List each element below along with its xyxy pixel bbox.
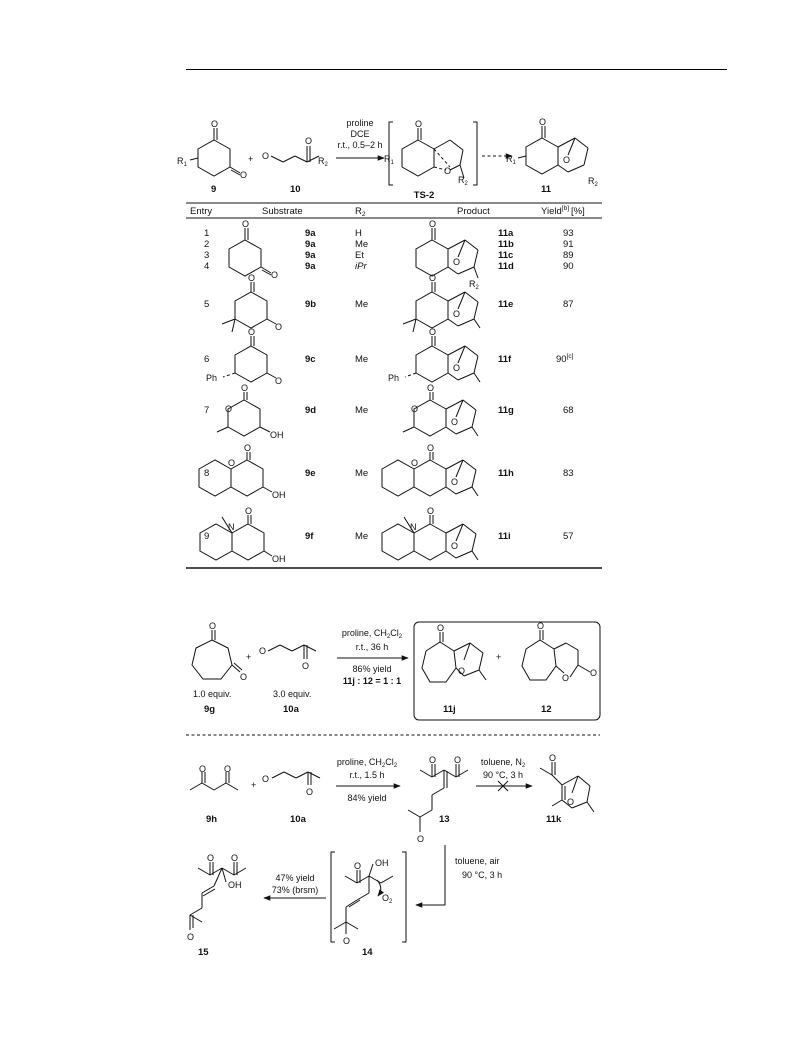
reagent-line-3: 84% yield <box>347 793 387 803</box>
reagent-line-3: 86% yield <box>352 664 392 674</box>
structure-9c <box>206 327 282 386</box>
yield-value: 90 <box>563 261 574 272</box>
yield-line-1: 47% yield <box>275 873 315 883</box>
product-label: 11e <box>498 299 514 310</box>
atom-o: O <box>187 932 195 942</box>
atom-o: O <box>411 458 419 468</box>
reagent-line-2: r.t., 36 h <box>355 642 389 652</box>
atom-o: O <box>302 661 310 671</box>
compound-label-9h: 9h <box>206 814 218 825</box>
atom-n: N <box>228 522 235 532</box>
atom-oh: OH <box>375 858 389 868</box>
plus-sign: + <box>496 652 502 662</box>
structure-9d <box>217 383 284 440</box>
yield-value: 93 <box>563 228 574 239</box>
structure-10 <box>262 136 329 168</box>
product-label: 11b <box>498 239 514 250</box>
atom-o: O <box>454 755 462 765</box>
reagent-line-3: r.t., 0.5–2 h <box>337 140 383 150</box>
entry-number: 7 <box>204 405 210 416</box>
atom-oh: OH <box>272 554 286 564</box>
atom-o: O <box>248 327 256 337</box>
table-header-substrate: Substrate <box>262 206 303 217</box>
reaction-arrow <box>416 845 445 905</box>
structure-11i <box>382 506 478 560</box>
product-box <box>414 622 600 720</box>
compound-label-10a: 10a <box>283 704 299 715</box>
atom-o: O <box>224 764 232 774</box>
atom-r2: $R_2$ <box>469 279 479 291</box>
atom-o: O <box>209 621 217 631</box>
atom-r2: $R_2$ <box>318 156 328 168</box>
r2-value: Me <box>355 354 369 365</box>
reagent-line-2: DCE <box>350 129 370 139</box>
atom-o: O <box>275 322 283 332</box>
yield-value: 91 <box>563 239 574 250</box>
reagent-line-1: toluene, air <box>455 856 500 866</box>
atom-o: O <box>199 764 207 774</box>
substrate-label: 9d <box>305 405 317 416</box>
atom-o: O <box>228 458 236 468</box>
entry-number: 1 <box>204 228 210 239</box>
substrate-label: 9f <box>305 531 314 542</box>
atom-r2: $R_2$ <box>458 175 468 187</box>
atom-o: O <box>453 363 461 373</box>
compound-label-13: 13 <box>439 814 450 825</box>
atom-o: O <box>305 136 313 146</box>
structure-10a <box>259 645 316 671</box>
entry-number: 2 <box>204 239 210 250</box>
atom-o: O <box>562 673 570 683</box>
atom-o: O <box>262 151 270 161</box>
structure-11k <box>540 753 594 812</box>
atom-o: O <box>451 541 459 551</box>
substrate-scope-table <box>186 203 602 568</box>
atom-o: O <box>563 155 571 165</box>
substrate-label: 9a <box>305 261 316 272</box>
entry-number: 3 <box>204 250 210 261</box>
product-label: 11f <box>498 354 512 365</box>
compound-label-12: 12 <box>541 704 552 715</box>
structure-9a <box>229 219 278 280</box>
reagent-line-2: r.t., 1.5 h <box>349 770 385 780</box>
atom-o: O <box>549 753 557 763</box>
yield-value: 87 <box>563 299 574 310</box>
atom-o: O <box>240 170 248 180</box>
table-header-yield: Yield[b] [%] <box>541 205 585 217</box>
reagent-line-2: 90 °C, 3 h <box>462 870 503 880</box>
product-label: 11h <box>498 468 514 479</box>
structure-11j <box>422 623 486 682</box>
structure-9g <box>192 621 247 682</box>
atom-o2: $O_2$ <box>382 893 393 905</box>
structure-15 <box>187 853 246 942</box>
atom-oh: OH <box>228 880 242 890</box>
plus-sign: + <box>246 652 252 662</box>
compound-label-10a: 10a <box>290 814 306 825</box>
yield-value: 57 <box>563 531 574 542</box>
atom-o: O <box>437 623 445 633</box>
compound-label-15: 15 <box>198 947 209 958</box>
reagent-line-1: proline <box>346 118 374 128</box>
atom-o: O <box>451 417 459 427</box>
atom-o: O <box>245 506 253 516</box>
entry-number: 4 <box>204 261 210 272</box>
atom-o: O <box>429 327 437 337</box>
table-row <box>204 299 574 310</box>
atom-o: O <box>240 672 248 682</box>
yield-line-2: 73% (brsm) <box>271 885 319 895</box>
atom-o: O <box>451 477 459 487</box>
atom-o: O <box>248 273 256 283</box>
atom-r1: $R_1$ <box>384 154 394 166</box>
structure-11f <box>388 327 480 383</box>
atom-o: O <box>271 270 279 280</box>
yield-value: 68 <box>563 405 574 416</box>
entry-number: 9 <box>204 531 210 542</box>
compound-label-9g: 9g <box>204 704 216 715</box>
entry-number: 5 <box>204 299 210 310</box>
compound-label-9: 9 <box>211 184 217 195</box>
r2-value: Me <box>355 531 369 542</box>
atom-o: O <box>429 755 437 765</box>
structure-9f <box>200 506 286 564</box>
product-label: 11c <box>498 250 514 261</box>
atom-ph: Ph <box>206 373 218 383</box>
atom-o: O <box>427 443 435 453</box>
atom-o: O <box>590 668 598 678</box>
table-row <box>204 250 574 261</box>
atom-r1: $R_1$ <box>177 156 187 168</box>
structure-14 <box>331 852 406 946</box>
atom-o: O <box>259 646 267 656</box>
r2-value: H <box>355 228 362 239</box>
atom-o: O <box>262 774 270 784</box>
table-row <box>204 353 574 365</box>
substrate-label: 9c <box>305 354 316 365</box>
atom-r2: $R_2$ <box>588 176 598 188</box>
table-row <box>204 531 574 542</box>
top-reaction-scheme <box>177 117 599 201</box>
atom-o: O <box>429 219 437 229</box>
compound-label-ts-2: TS-2 <box>413 190 435 201</box>
middle-reaction-scheme <box>192 621 600 720</box>
compound-label-10: 10 <box>290 184 301 195</box>
atom-o: O <box>244 443 252 453</box>
atom-o: O <box>207 853 215 863</box>
yield-value: 83 <box>563 468 574 479</box>
yield-value: 89 <box>563 250 574 261</box>
structure-9h <box>190 764 238 790</box>
structure-9 <box>177 119 247 180</box>
atom-o: O <box>444 166 452 176</box>
plus-sign: + <box>248 154 254 164</box>
atom-o: O <box>427 506 435 516</box>
atom-o: O <box>275 376 283 386</box>
table-row <box>204 405 574 416</box>
atom-o: O <box>453 309 461 319</box>
structure-10a-bottom <box>262 772 320 797</box>
atom-o: O <box>427 383 435 393</box>
substrate-label: 9a <box>305 250 316 261</box>
atom-o: O <box>231 853 239 863</box>
substrate-label: 9a <box>305 228 316 239</box>
atom-o: O <box>343 936 351 946</box>
reagent-line-1: proline, $CH_2Cl_2$ <box>341 628 403 640</box>
yield-value: 90[c] <box>556 353 574 365</box>
equivalents-label: 1.0 equiv. <box>193 689 232 699</box>
atom-r1: $R_1$ <box>506 154 516 166</box>
substrate-label: 9e <box>305 468 316 479</box>
table-header-entry: Entry <box>190 206 213 217</box>
atom-o: O <box>354 861 362 871</box>
atom-o: O <box>306 787 314 797</box>
r2-value: Et <box>355 250 364 261</box>
table-row <box>204 228 574 239</box>
substrate-label: 9a <box>305 239 316 250</box>
entry-number: 6 <box>204 354 210 365</box>
table-header-r2: $R_2$ <box>355 206 366 218</box>
compound-label-14: 14 <box>362 947 373 958</box>
product-label: 11a <box>498 228 514 239</box>
atom-oh: OH <box>272 490 286 500</box>
compound-label-11: 11 <box>541 184 552 195</box>
atom-o: O <box>417 834 425 844</box>
structure-9b <box>222 273 282 332</box>
bottom-reaction-scheme <box>187 753 594 958</box>
reagent-line-4: 11j : 12 = 1 : 1 <box>342 676 402 686</box>
structure-11a-d <box>416 219 480 291</box>
table-header-product: Product <box>457 206 490 217</box>
plus-sign: + <box>251 780 257 790</box>
structure-11 <box>506 117 599 188</box>
equivalents-label: 3.0 equiv. <box>273 689 312 699</box>
atom-o: O <box>453 257 461 267</box>
compound-label-11j: 11j <box>443 704 456 715</box>
structure-9e <box>199 443 286 500</box>
atom-o: O <box>242 219 250 229</box>
atom-oh: OH <box>270 430 284 440</box>
reagent-line-1: toluene, $N_2$ <box>480 757 526 769</box>
atom-o: O <box>225 404 233 414</box>
compound-label-11k: 11k <box>546 814 562 825</box>
atom-o: O <box>458 666 466 676</box>
r2-value: Me <box>355 239 369 250</box>
r2-value: Me <box>355 405 369 416</box>
atom-n: N <box>410 522 417 532</box>
r2-value: Me <box>355 468 369 479</box>
product-label: 11g <box>498 405 514 416</box>
atom-o: O <box>211 119 219 129</box>
atom-o: O <box>567 797 575 807</box>
product-label: 11i <box>498 531 511 542</box>
table-row <box>204 468 574 479</box>
atom-o: O <box>429 273 437 283</box>
structure-ts-2 <box>384 119 477 187</box>
atom-o: O <box>537 621 545 631</box>
substrate-label: 9b <box>305 299 317 310</box>
structure-13 <box>408 755 468 844</box>
atom-o: O <box>241 383 249 393</box>
atom-o: O <box>411 404 419 414</box>
atom-o: O <box>415 119 423 129</box>
structure-11h <box>382 443 478 496</box>
product-label: 11d <box>498 261 514 272</box>
atom-ph: Ph <box>388 373 400 383</box>
table-row <box>204 261 574 272</box>
entry-number: 8 <box>204 468 210 479</box>
atom-o: O <box>539 117 547 127</box>
r2-value: iPr <box>355 261 367 272</box>
structure-11g <box>403 383 478 436</box>
r2-value: Me <box>355 299 369 310</box>
reagent-line-2: 90 °C, 3 h <box>482 770 524 780</box>
structure-12 <box>522 621 597 683</box>
reagent-line-1: proline, $CH_2Cl_2$ <box>336 757 398 769</box>
